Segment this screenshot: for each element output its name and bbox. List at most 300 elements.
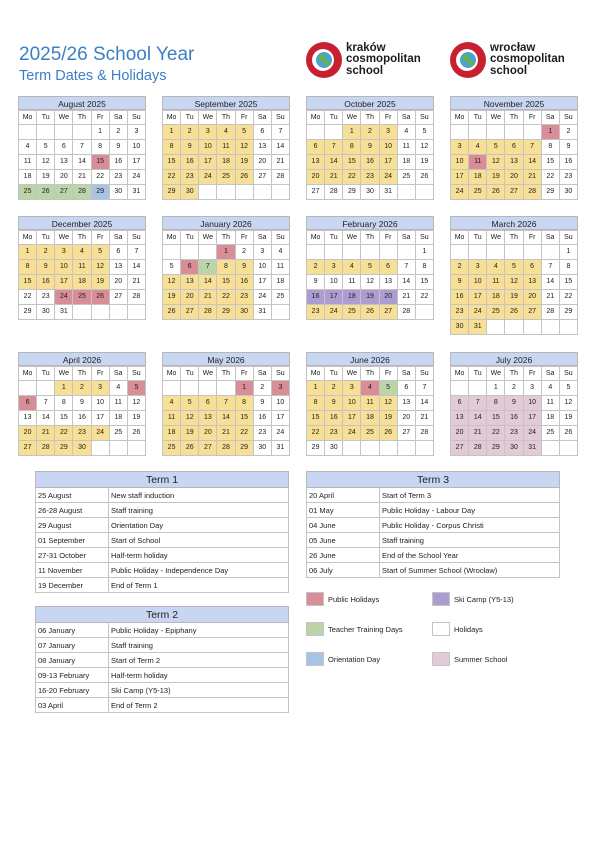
weekday-label: We (55, 367, 73, 381)
day-cell: 18 (19, 170, 37, 185)
day-cell (487, 125, 505, 140)
weekday-label: We (55, 231, 73, 245)
day-cell: 25 (109, 426, 127, 441)
day-cell: 20 (523, 290, 541, 305)
day-cell (37, 125, 55, 140)
weekday-label: We (199, 111, 217, 125)
day-cell: 24 (451, 185, 469, 200)
day-cell: 5 (181, 396, 199, 411)
day-cell: 13 (109, 260, 127, 275)
day-cell: 25 (487, 305, 505, 320)
day-cell: 18 (469, 170, 487, 185)
day-cell: 28 (271, 170, 289, 185)
globe-icon (450, 42, 486, 78)
weekday-label: Fr (91, 231, 109, 245)
day-cell: 7 (73, 140, 91, 155)
day-cell: 4 (469, 140, 487, 155)
day-cell: 30 (325, 441, 343, 456)
term-event: End of Term 2 (109, 698, 289, 713)
weekday-label: We (55, 111, 73, 125)
weekday-label: Tu (37, 111, 55, 125)
day-cell: 2 (253, 381, 271, 396)
term-row (36, 653, 289, 668)
day-cell: 29 (343, 185, 361, 200)
month-calendar (450, 216, 578, 335)
term-row (307, 488, 560, 503)
day-cell: 23 (451, 305, 469, 320)
day-cell: 2 (37, 245, 55, 260)
day-cell: 20 (451, 426, 469, 441)
day-cell: 2 (361, 125, 379, 140)
day-cell: 6 (181, 260, 199, 275)
day-cell: 22 (235, 426, 253, 441)
day-cell (343, 441, 361, 456)
day-cell (451, 245, 469, 260)
term-date: 16-20 February (36, 683, 109, 698)
day-cell: 12 (361, 275, 379, 290)
day-cell: 3 (451, 140, 469, 155)
term-event: Orientation Day (109, 518, 289, 533)
day-cell (559, 320, 577, 335)
logo-line: school (346, 64, 384, 77)
month-title: April 2026 (18, 352, 146, 366)
weekday-label: Su (127, 367, 145, 381)
day-cell: 10 (127, 140, 145, 155)
day-cell: 13 (307, 155, 325, 170)
day-cell: 2 (73, 381, 91, 396)
day-cell: 18 (109, 411, 127, 426)
day-cell: 21 (271, 155, 289, 170)
weekday-label: Th (505, 111, 523, 125)
term-row (36, 683, 289, 698)
term-event: Start of Term 3 (380, 488, 560, 503)
day-cell: 16 (37, 275, 55, 290)
weekday-label: Mo (19, 231, 37, 245)
term-date: 26 June (307, 548, 380, 563)
page-subtitle: Term Dates & Holidays (19, 68, 167, 84)
month-title: October 2025 (306, 96, 434, 110)
legend-item (432, 652, 507, 666)
day-cell: 20 (19, 426, 37, 441)
day-cell: 15 (541, 155, 559, 170)
day-cell: 19 (379, 411, 397, 426)
day-cell: 27 (397, 426, 415, 441)
day-cell: 8 (163, 140, 181, 155)
weekday-label: Sa (253, 111, 271, 125)
legend-swatch (306, 622, 324, 636)
day-cell (73, 305, 91, 320)
day-cell: 28 (73, 185, 91, 200)
month-title: July 2026 (450, 352, 578, 366)
term-1-table (35, 471, 289, 593)
day-cell (451, 381, 469, 396)
day-cell: 24 (253, 290, 271, 305)
day-cell: 25 (343, 305, 361, 320)
day-cell: 27 (55, 185, 73, 200)
term-event: End of the School Year (380, 548, 560, 563)
day-cell: 21 (325, 170, 343, 185)
day-cell: 20 (55, 170, 73, 185)
day-cell (217, 381, 235, 396)
day-cell: 5 (415, 125, 433, 140)
weekday-label: Su (415, 367, 433, 381)
day-cell: 19 (415, 155, 433, 170)
month-title: December 2025 (18, 216, 146, 230)
day-cell: 29 (91, 185, 109, 200)
weekday-label: Su (127, 111, 145, 125)
term-row (36, 503, 289, 518)
legend-item (432, 622, 483, 636)
day-cell: 14 (127, 260, 145, 275)
day-cell: 23 (73, 426, 91, 441)
legend-item (306, 652, 380, 666)
day-cell: 19 (127, 411, 145, 426)
term-row (36, 638, 289, 653)
day-cell: 17 (325, 290, 343, 305)
weekday-label: Mo (307, 111, 325, 125)
day-cell: 20 (253, 155, 271, 170)
day-cell (307, 125, 325, 140)
term-date: 06 January (36, 623, 109, 638)
month-calendar (18, 216, 146, 320)
day-cell (19, 125, 37, 140)
day-cell: 6 (109, 245, 127, 260)
term-event: Start of Term 2 (109, 653, 289, 668)
day-cell: 13 (379, 275, 397, 290)
day-cell: 12 (91, 260, 109, 275)
day-cell: 22 (307, 426, 325, 441)
day-cell: 28 (469, 441, 487, 456)
day-cell: 29 (559, 305, 577, 320)
logo-line: kraków (346, 41, 386, 54)
day-cell (163, 245, 181, 260)
term-event: Start of School (109, 533, 289, 548)
term-date: 07 January (36, 638, 109, 653)
day-cell: 11 (343, 275, 361, 290)
day-cell: 16 (325, 411, 343, 426)
day-cell: 31 (127, 185, 145, 200)
day-cell: 8 (343, 140, 361, 155)
weekday-label: Sa (541, 111, 559, 125)
legend-swatch (306, 652, 324, 666)
day-cell: 21 (37, 426, 55, 441)
day-cell: 1 (487, 381, 505, 396)
day-cell (469, 381, 487, 396)
term-row (307, 503, 560, 518)
day-cell: 14 (415, 396, 433, 411)
day-cell: 12 (181, 411, 199, 426)
day-cell (109, 441, 127, 456)
day-cell: 22 (19, 290, 37, 305)
weekday-label: Mo (19, 111, 37, 125)
day-cell: 9 (109, 140, 127, 155)
day-cell: 4 (343, 260, 361, 275)
day-cell: 13 (397, 396, 415, 411)
day-cell: 9 (37, 260, 55, 275)
day-cell: 7 (523, 140, 541, 155)
day-cell: 6 (199, 396, 217, 411)
term-date: 19 December (36, 578, 109, 593)
weekday-label: Mo (451, 111, 469, 125)
month-title: August 2025 (18, 96, 146, 110)
day-cell: 29 (235, 441, 253, 456)
term-event: Ski Camp (Y5-13) (109, 683, 289, 698)
day-cell: 9 (505, 396, 523, 411)
legend-label: Public Holidays (328, 594, 380, 604)
weekday-label: Sa (541, 231, 559, 245)
day-cell: 29 (55, 441, 73, 456)
term-row (36, 578, 289, 593)
day-cell: 1 (55, 381, 73, 396)
month-calendar (162, 216, 290, 320)
term-date: 01 September (36, 533, 109, 548)
day-cell: 22 (559, 290, 577, 305)
day-cell: 28 (523, 185, 541, 200)
day-cell (55, 125, 73, 140)
weekday-label: Sa (109, 111, 127, 125)
day-cell: 16 (451, 290, 469, 305)
day-cell: 4 (109, 381, 127, 396)
day-cell: 8 (55, 396, 73, 411)
day-cell: 14 (397, 275, 415, 290)
day-cell: 10 (91, 396, 109, 411)
day-cell: 7 (199, 260, 217, 275)
day-cell: 5 (91, 245, 109, 260)
day-cell: 23 (235, 290, 253, 305)
day-cell: 7 (325, 140, 343, 155)
term-3-table (306, 471, 560, 578)
weekday-label: Tu (469, 231, 487, 245)
day-cell: 1 (343, 125, 361, 140)
globe-icon (306, 42, 342, 78)
term-row (36, 518, 289, 533)
day-cell: 4 (73, 245, 91, 260)
day-cell: 13 (181, 275, 199, 290)
term-row (307, 548, 560, 563)
weekday-label: Su (271, 231, 289, 245)
day-cell (415, 441, 433, 456)
day-cell: 26 (361, 305, 379, 320)
weekday-label: Sa (397, 367, 415, 381)
day-cell: 11 (163, 411, 181, 426)
weekday-label: Tu (37, 367, 55, 381)
day-cell: 18 (487, 290, 505, 305)
day-cell: 30 (37, 305, 55, 320)
day-cell: 24 (343, 426, 361, 441)
day-cell: 23 (325, 426, 343, 441)
weekday-label: Fr (523, 111, 541, 125)
day-cell: 26 (559, 426, 577, 441)
day-cell: 27 (109, 290, 127, 305)
day-cell: 13 (505, 155, 523, 170)
day-cell: 10 (343, 396, 361, 411)
weekday-label: Fr (91, 111, 109, 125)
day-cell: 24 (199, 170, 217, 185)
day-cell: 15 (235, 411, 253, 426)
day-cell: 10 (199, 140, 217, 155)
day-cell: 6 (307, 140, 325, 155)
day-cell: 15 (163, 155, 181, 170)
day-cell (91, 441, 109, 456)
weekday-label: We (487, 231, 505, 245)
day-cell: 18 (217, 155, 235, 170)
day-cell: 18 (163, 426, 181, 441)
legend-swatch (306, 592, 324, 606)
term-event: New staff induction (109, 488, 289, 503)
day-cell: 30 (505, 441, 523, 456)
day-cell: 30 (559, 185, 577, 200)
day-cell: 9 (235, 260, 253, 275)
day-cell: 24 (325, 305, 343, 320)
day-cell: 17 (523, 411, 541, 426)
month-calendar (18, 96, 146, 200)
day-cell: 27 (451, 441, 469, 456)
day-cell: 22 (415, 290, 433, 305)
day-cell (415, 305, 433, 320)
legend-label: Orientation Day (328, 654, 381, 664)
weekday-label: Fr (235, 367, 253, 381)
day-cell (505, 125, 523, 140)
day-cell: 30 (253, 441, 271, 456)
day-cell (559, 441, 577, 456)
day-cell: 14 (217, 411, 235, 426)
month-calendar (162, 96, 290, 200)
term-row (36, 548, 289, 563)
day-cell (343, 245, 361, 260)
day-cell: 6 (397, 381, 415, 396)
day-cell: 21 (127, 275, 145, 290)
weekday-label: Mo (163, 111, 181, 125)
weekday-label: Su (559, 111, 577, 125)
weekday-label: Th (361, 111, 379, 125)
month-calendar (450, 352, 578, 456)
day-cell: 17 (271, 411, 289, 426)
day-cell: 10 (271, 396, 289, 411)
term-date: 29 August (36, 518, 109, 533)
day-cell: 20 (397, 411, 415, 426)
term-title: Term 1 (36, 472, 289, 488)
weekday-label: Tu (181, 367, 199, 381)
day-cell: 26 (505, 305, 523, 320)
day-cell: 1 (163, 125, 181, 140)
day-cell: 26 (163, 305, 181, 320)
day-cell: 27 (505, 185, 523, 200)
day-cell: 13 (253, 140, 271, 155)
day-cell (379, 245, 397, 260)
day-cell: 25 (73, 290, 91, 305)
term-row (307, 533, 560, 548)
day-cell: 3 (271, 381, 289, 396)
day-cell: 23 (361, 170, 379, 185)
day-cell (505, 245, 523, 260)
day-cell: 29 (487, 441, 505, 456)
day-cell: 11 (217, 140, 235, 155)
weekday-label: Th (361, 367, 379, 381)
day-cell: 28 (217, 441, 235, 456)
day-cell: 11 (397, 140, 415, 155)
day-cell: 21 (523, 170, 541, 185)
weekday-label: We (199, 231, 217, 245)
day-cell: 23 (253, 426, 271, 441)
weekday-label: Sa (109, 231, 127, 245)
day-cell: 9 (559, 140, 577, 155)
day-cell: 14 (271, 140, 289, 155)
term-row (36, 623, 289, 638)
day-cell: 24 (55, 290, 73, 305)
weekday-label: Fr (523, 367, 541, 381)
term-date: 27-31 October (36, 548, 109, 563)
day-cell: 8 (235, 396, 253, 411)
day-cell: 22 (487, 426, 505, 441)
day-cell: 20 (109, 275, 127, 290)
weekday-label: Su (559, 367, 577, 381)
legend-label: Summer School (454, 654, 508, 664)
day-cell (271, 185, 289, 200)
term-event: Public Holiday - Independence Day (109, 563, 289, 578)
day-cell: 2 (325, 381, 343, 396)
day-cell (541, 441, 559, 456)
day-cell (379, 441, 397, 456)
day-cell: 11 (469, 155, 487, 170)
term-date: 06 July (307, 563, 380, 578)
weekday-label: Fr (91, 367, 109, 381)
day-cell: 21 (541, 290, 559, 305)
weekday-label: Mo (307, 367, 325, 381)
term-row (36, 533, 289, 548)
term-event: Public Holiday - Epiphany (109, 623, 289, 638)
day-cell: 15 (91, 155, 109, 170)
day-cell: 7 (415, 381, 433, 396)
day-cell: 25 (271, 290, 289, 305)
day-cell: 16 (559, 155, 577, 170)
day-cell: 15 (307, 411, 325, 426)
day-cell: 29 (163, 185, 181, 200)
day-cell (469, 245, 487, 260)
day-cell: 1 (91, 125, 109, 140)
weekday-label: Su (415, 111, 433, 125)
weekday-label: Sa (541, 367, 559, 381)
day-cell: 4 (19, 140, 37, 155)
day-cell: 21 (199, 290, 217, 305)
legend-label: Ski Camp (Y5-13) (454, 594, 514, 604)
day-cell: 14 (541, 275, 559, 290)
day-cell: 26 (415, 170, 433, 185)
term-row (307, 518, 560, 533)
day-cell: 21 (73, 170, 91, 185)
day-cell: 30 (361, 185, 379, 200)
day-cell: 5 (163, 260, 181, 275)
day-cell: 9 (325, 396, 343, 411)
day-cell: 27 (199, 441, 217, 456)
day-cell: 25 (541, 426, 559, 441)
day-cell: 22 (91, 170, 109, 185)
term-event: Public Holiday - Labour Day (380, 503, 560, 518)
day-cell: 12 (415, 140, 433, 155)
day-cell: 24 (271, 426, 289, 441)
day-cell: 10 (379, 140, 397, 155)
day-cell: 27 (523, 305, 541, 320)
weekday-label: Th (73, 231, 91, 245)
day-cell (505, 320, 523, 335)
day-cell (397, 185, 415, 200)
day-cell: 17 (253, 275, 271, 290)
day-cell: 1 (559, 245, 577, 260)
day-cell: 10 (523, 396, 541, 411)
day-cell: 19 (505, 290, 523, 305)
day-cell: 5 (559, 381, 577, 396)
weekday-label: Mo (307, 231, 325, 245)
day-cell: 19 (37, 170, 55, 185)
